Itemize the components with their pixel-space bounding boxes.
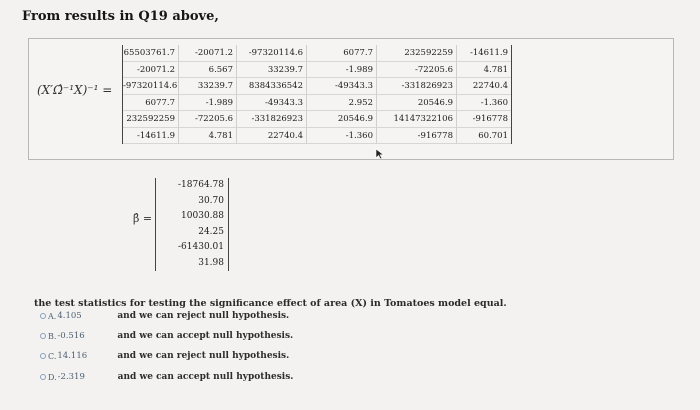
covariance-matrix-panel xyxy=(28,38,674,160)
beta-hat-label: β̂ = xyxy=(133,212,153,225)
matrix-cell: 14147322106 xyxy=(377,111,457,128)
option-letter: C. xyxy=(48,351,57,361)
matrix-cell: -916778 xyxy=(457,111,511,128)
radio-icon[interactable] xyxy=(40,374,46,380)
option-text: and we can reject null hypothesis. xyxy=(117,311,290,321)
matrix-cell: -49343.3 xyxy=(237,95,307,112)
matrix-cell: -916778 xyxy=(377,128,457,145)
question-heading: From results in Q19 above, xyxy=(22,9,219,24)
matrix-cell: -20071.2 xyxy=(179,45,237,62)
option-value: 14.116 xyxy=(57,351,88,361)
option-a[interactable] xyxy=(40,311,289,321)
matrix-cell: 60.701 xyxy=(457,128,511,145)
option-value: -0.516 xyxy=(57,331,85,341)
matrix-cell: -14611.9 xyxy=(123,128,179,145)
option-text: and we can accept null hypothesis. xyxy=(117,331,294,341)
matrix-cell: -72205.6 xyxy=(179,111,237,128)
matrix-cell: 2.952 xyxy=(307,95,377,112)
radio-icon[interactable] xyxy=(40,313,46,319)
matrix-cell: 6077.7 xyxy=(123,95,179,112)
matrix-cell: -1.989 xyxy=(179,95,237,112)
option-c[interactable] xyxy=(40,351,289,361)
matrix-cell: -72205.6 xyxy=(377,62,457,79)
option-text: and we can reject null hypothesis. xyxy=(117,351,290,361)
radio-icon[interactable] xyxy=(40,353,46,359)
option-text: and we can accept null hypothesis. xyxy=(117,372,294,382)
option-value: 4.105 xyxy=(57,311,82,321)
matrix-cell: 232592259 xyxy=(377,45,457,62)
matrix-cell: 232592259 xyxy=(123,111,179,128)
matrix-cell: -97320114.6 xyxy=(123,78,179,95)
matrix-cell: -1.989 xyxy=(307,62,377,79)
matrix-cell: 33239.7 xyxy=(179,78,237,95)
matrix-cell: 20546.9 xyxy=(377,95,457,112)
matrix-cell: 65503761.7 xyxy=(123,45,179,62)
beta-value: 31.98 xyxy=(198,257,224,268)
matrix-cell: -14611.9 xyxy=(457,45,511,62)
question-text: the test statistics for testing the significance effect of area (X) in Tomatoes model equal. xyxy=(34,298,507,309)
beta-value: -61430.01 xyxy=(178,242,224,252)
matrix-cell: 33239.7 xyxy=(237,62,307,79)
matrix-cell: 22740.4 xyxy=(457,78,511,95)
matrix-cell: -20071.2 xyxy=(123,62,179,79)
option-letter: B. xyxy=(48,331,57,341)
beta-value: 30.70 xyxy=(198,195,224,206)
option-letter: D. xyxy=(48,372,57,382)
matrix-cell: 6.567 xyxy=(179,62,237,79)
matrix-cell: 4.781 xyxy=(179,128,237,145)
matrix-cell: -1.360 xyxy=(307,128,377,145)
matrix-cell: 8384336542 xyxy=(237,78,307,95)
covariance-matrix xyxy=(122,45,512,144)
matrix-cell: -331826923 xyxy=(377,78,457,95)
beta-value: 24.25 xyxy=(198,226,224,237)
beta-value: -18764.78 xyxy=(178,180,224,190)
matrix-cell: -1.360 xyxy=(457,95,511,112)
beta-value: 10030.88 xyxy=(181,211,224,221)
option-d[interactable] xyxy=(40,372,293,382)
matrix-cell: 4.781 xyxy=(457,62,511,79)
matrix-label: (X′Ω̂⁻¹X)⁻¹ = xyxy=(37,83,113,97)
matrix-cell: -97320114.6 xyxy=(237,45,307,62)
matrix-cell: 20546.9 xyxy=(307,111,377,128)
radio-icon[interactable] xyxy=(40,333,46,339)
option-b[interactable] xyxy=(40,331,293,341)
option-value: -2.319 xyxy=(57,372,85,382)
matrix-cell: 22740.4 xyxy=(237,128,307,145)
option-letter: A. xyxy=(48,311,57,321)
mouse-cursor-icon xyxy=(375,148,385,160)
matrix-cell: -331826923 xyxy=(237,111,307,128)
matrix-cell: -49343.3 xyxy=(307,78,377,95)
matrix-cell: 6077.7 xyxy=(307,45,377,62)
beta-hat-vector xyxy=(155,178,229,271)
